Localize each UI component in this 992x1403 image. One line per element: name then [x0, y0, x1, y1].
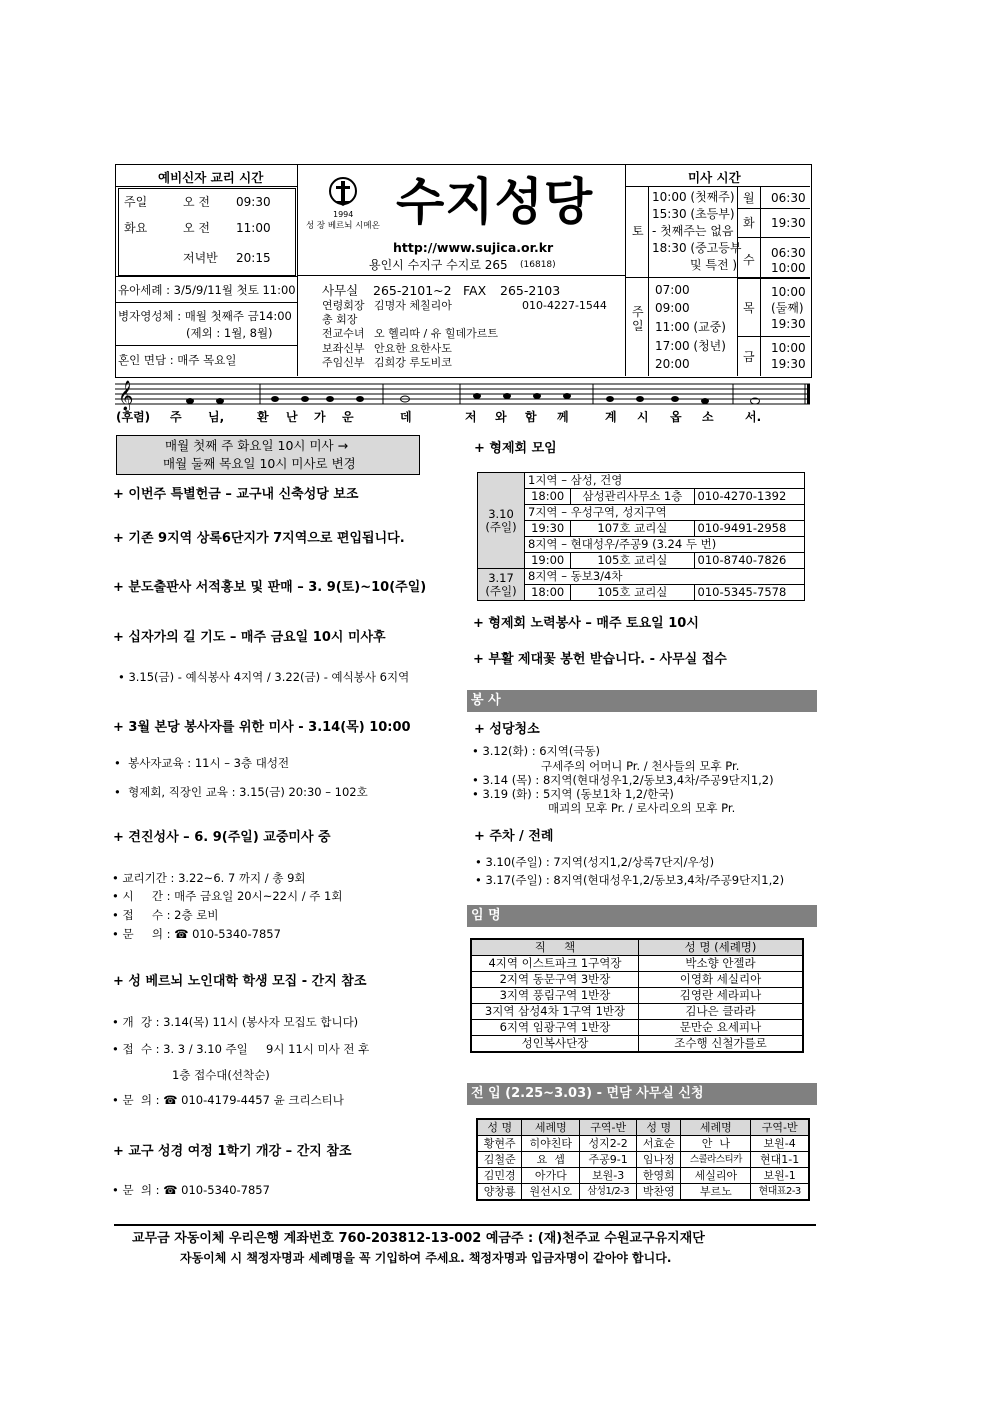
- notice-line: 매월 둘째 목요일 10시 미사로 변경: [163, 456, 356, 471]
- detail-text: 접 수 : 3. 3 / 3.10 주일 9시 11시 미사 전 후: [122, 1042, 370, 1056]
- cleaning-title: + 성당청소: [474, 722, 540, 737]
- transfer-table: [476, 1118, 810, 1201]
- transfer-cell: 삼성1/2-3: [580, 1184, 637, 1201]
- catechism-day: 주일: [124, 195, 148, 209]
- brothers-place: 삼성관리사무소 1층: [571, 489, 694, 505]
- transfer-header: 세례명: [522, 1119, 580, 1136]
- notice-heading: + 견진성사 – 6. 9(주일) 교중미사 중: [113, 830, 331, 845]
- catechism-time: 09:30: [236, 195, 271, 209]
- weekday-time: 19:30: [771, 317, 806, 331]
- sun-time: 20:00: [655, 357, 690, 371]
- notice-detail: • 개 강 : 3.14(목) 11시 (봉사자 모집도 합니다): [112, 1015, 359, 1029]
- office-label: 사무실: [322, 283, 359, 298]
- parish-url: http://www.sujica.or.kr: [393, 240, 554, 255]
- brothers-tel: 010-4270-1392: [694, 489, 805, 505]
- logo-caption: 성 장 베르뇌 시메온: [306, 221, 380, 231]
- parking-line: • 3.10(주일) : 7지역(성지1,2/상록7단지/우성): [475, 855, 715, 869]
- transfer-cell: 원선시오: [522, 1184, 580, 1201]
- baptism-info: 유아세례 : 3/5/9/11월 첫토 11:00: [118, 283, 296, 297]
- parish-address: 용인시 수지구 수지로 265: [369, 258, 508, 272]
- notice-detail: 1층 접수대(선착순): [172, 1068, 270, 1082]
- music-staff: [115, 380, 812, 410]
- catechism-time: 11:00: [236, 221, 271, 235]
- brothers-table: [477, 472, 805, 601]
- brothers-place: 105호 교리실: [571, 585, 694, 601]
- detail-text: 형제회, 직장인 교육 : 3.15(금) 20:30 – 102호: [128, 785, 368, 799]
- lyric: 님,: [208, 410, 225, 424]
- appointment-role: 3지역 삼성4차 1구역 1반장: [471, 1004, 639, 1020]
- appointment-name: 김나은 클라라: [639, 1004, 804, 1020]
- office-tel: 265-2101~2: [373, 283, 452, 298]
- notice-detail: • 접 수 : 3. 3 / 3.10 주일 9시 11시 미사 전 후: [112, 1042, 370, 1056]
- footer-divider: [114, 1224, 816, 1226]
- catechism-day: 화요: [124, 221, 148, 235]
- notice-heading: + 교구 성경 여정 1학기 개강 – 간지 참조: [113, 1144, 352, 1159]
- lyric: 환: [257, 410, 269, 424]
- brothers-time: 19:00: [525, 553, 571, 569]
- notice-heading: + 이번주 특별헌금 – 교구내 신축성당 보조: [113, 487, 359, 502]
- appointment-header: 직 책: [471, 939, 639, 956]
- notice-detail: • 문 의 : ☎ 010-5340-7857: [112, 1183, 270, 1197]
- lyric: 께: [557, 410, 569, 424]
- appointment-role: 2지역 동문구역 3반장: [471, 972, 639, 988]
- marriage-info: 혼인 면담 : 매주 목요일: [118, 353, 237, 367]
- catechism-title: 예비신자 교리 시간: [158, 170, 264, 185]
- weekday-time: 10:00: [771, 341, 806, 355]
- section-appointment: 임 명: [467, 905, 817, 927]
- table-row: [477, 1152, 809, 1168]
- weekday-label: 목: [743, 301, 755, 315]
- lyric: 주: [170, 410, 182, 424]
- fax-label: FAX: [463, 283, 487, 298]
- brothers-region: 8지역 – 동보3/4차: [525, 569, 805, 585]
- brothers-time: 19:30: [525, 521, 571, 537]
- detail-text: 시 간 : 매주 금요일 20시~22시 / 주 1회: [122, 889, 343, 903]
- transfer-cell: 임나정: [637, 1152, 681, 1168]
- lyric: 저: [465, 410, 477, 424]
- logo-year: 1994: [333, 210, 354, 219]
- transfer-header: 세례명: [681, 1119, 751, 1136]
- appointment-name: 박소향 안젤라: [639, 956, 804, 972]
- weekday-time: (둘째): [771, 301, 804, 315]
- notice-detail: • 접 수 : 2층 로비: [112, 908, 219, 922]
- weekday-time: 19:30: [771, 216, 806, 230]
- weekday-time: 10:00: [771, 261, 806, 275]
- transfer-cell: 박찬영: [637, 1184, 681, 1201]
- transfer-cell: 성지2-2: [580, 1136, 637, 1152]
- lyric: 가: [314, 410, 326, 424]
- appointment-name: 이영화 세실리아: [639, 972, 804, 988]
- transfer-header: 성 명: [637, 1119, 681, 1136]
- fax-number: 265-2103: [500, 283, 561, 298]
- appointment-name: 김영란 세라피나: [639, 988, 804, 1004]
- notice-line: 매월 첫째 주 화요일 10시 미사 →: [165, 438, 349, 453]
- appointment-role: 3지역 풍림구역 1반장: [471, 988, 639, 1004]
- section-service: 봉 사: [467, 690, 817, 712]
- detail-text: 개 강 : 3.14(목) 11시 (봉사자 모집도 합니다): [122, 1015, 359, 1029]
- parish-title: 수지성당: [396, 173, 594, 231]
- anointing-info: 병자영성체 : 매월 첫째주 금14:00: [118, 309, 292, 323]
- table-row: [477, 1136, 809, 1152]
- lyric: 와: [495, 410, 507, 424]
- notice-detail: • 교리기간 : 3.22~6. 7 까지 / 총 9회: [112, 871, 306, 885]
- notice-detail: • 봉사자교육 : 11시 – 3층 대성전: [114, 756, 290, 770]
- transfer-cell: 김민경: [477, 1168, 522, 1184]
- sun-time: 17:00 (청년): [655, 339, 726, 353]
- lyric: 난: [286, 410, 298, 424]
- brothers-region: 1지역 – 삼성, 건영: [525, 473, 805, 489]
- brothers-tel: 010-5345-7578: [694, 585, 805, 601]
- sun-time: 09:00: [655, 301, 690, 315]
- staff-name: 김희강 루도비코: [374, 356, 452, 369]
- transfer-header: 구역-반: [580, 1119, 637, 1136]
- transfer-cell: 보원-3: [580, 1168, 637, 1184]
- sun-time: 07:00: [655, 283, 690, 297]
- brothers-title: + 형제회 모임: [474, 441, 557, 456]
- staff-role: 연령회장: [322, 299, 365, 312]
- catechism-time: 20:15: [236, 251, 271, 265]
- transfer-cell: 황현주: [477, 1136, 522, 1152]
- detail-text: 접 수 : 2층 로비: [122, 908, 219, 922]
- transfer-header: 성 명: [477, 1119, 522, 1136]
- staff-role: 전교수녀: [322, 327, 365, 340]
- transfer-cell: 부르노: [681, 1184, 751, 1201]
- weekday-label: 수: [743, 253, 755, 267]
- detail-text: 문 의 : ☎ 010-4179-4457 윤 크리스티나: [122, 1093, 344, 1107]
- sat-time: 15:30 (초등부): [652, 207, 735, 221]
- weekday-label: 금: [743, 350, 755, 364]
- lyric: 계: [605, 410, 617, 424]
- brothers-place: 107호 교리실: [571, 521, 694, 537]
- staff-name: 오 헬리따 / 유 힐데가르트: [374, 327, 498, 340]
- sun-time: 11:00 (교중): [655, 320, 726, 334]
- brothers-place: 105호 교리실: [571, 553, 694, 569]
- appointment-name: 조수행 신철가를로: [639, 1036, 804, 1053]
- lyric: 옵: [670, 410, 682, 424]
- brothers-region: 7지역 – 우성구역, 성지구역: [525, 505, 805, 521]
- brothers-tel: 010-9491-2958: [694, 521, 805, 537]
- sun-label: 주일: [632, 305, 644, 334]
- transfer-header: 구역-반: [751, 1119, 809, 1136]
- brothers-date: 3.10 (주일): [478, 473, 525, 569]
- transfer-cell: 현대1-1: [751, 1152, 809, 1168]
- weekday-label: 월: [743, 191, 755, 205]
- section-transfer: 전 입 (2.25~3.03) - 면담 사무실 신청: [467, 1083, 817, 1105]
- notice-heading: + 십자가의 길 기도 – 매주 금요일 10시 미사후: [113, 630, 386, 645]
- brothers-date: 3.17 (주일): [478, 569, 525, 601]
- lyric: 함: [525, 410, 537, 424]
- transfer-cell: 한영희: [637, 1168, 681, 1184]
- labor-notice: + 형제회 노력봉사 – 매주 토요일 10시: [473, 616, 699, 631]
- transfer-cell: 서효순: [637, 1136, 681, 1152]
- notice-detail: • 문 의 : ☎ 010-4179-4457 윤 크리스티나: [112, 1093, 344, 1107]
- detail-text: 문 의 : ☎ 010-5340-7857: [122, 1183, 270, 1197]
- appointment-header: 성 명 (세례명): [639, 939, 804, 956]
- staff-role: 주임신부: [322, 356, 365, 369]
- mass-title: 미사 시간: [688, 170, 741, 185]
- sat-label: 토: [632, 224, 644, 238]
- lyric: (후렴): [116, 410, 151, 424]
- transfer-cell: 히야친타: [522, 1136, 580, 1152]
- staff-role: 총 회장: [322, 313, 358, 326]
- notice-heading: + 성 베르뇌 노인대학 학생 모집 - 간지 참조: [113, 974, 367, 989]
- lyric: 소: [702, 410, 714, 424]
- transfer-cell: 안 나: [681, 1136, 751, 1152]
- lyric: 데: [400, 410, 412, 424]
- cleaning-line: • 3.12(화) : 6지역(극동): [472, 744, 601, 758]
- catechism-ampm: 오 전: [183, 221, 210, 235]
- transfer-cell: 양창룡: [477, 1184, 522, 1201]
- transfer-cell: 주공9-1: [580, 1152, 637, 1168]
- transfer-cell: 아가다: [522, 1168, 580, 1184]
- cleaning-line: • 3.14 (목) : 8지역(현대성우1,2/동보3,4차/주공9단지1,2): [472, 773, 774, 787]
- appointment-name: 문만순 요세피나: [639, 1020, 804, 1036]
- transfer-cell: 보원-1: [751, 1168, 809, 1184]
- lyric: 시: [637, 410, 649, 424]
- sat-time: 및 특전 ): [690, 258, 738, 272]
- sat-time: 10:00 (첫째주): [652, 190, 735, 204]
- detail-text: 3.15(금) - 예식봉사 4지역 / 3.22(금) - 예식봉사 6지역: [128, 670, 410, 684]
- notice-box: [116, 435, 420, 475]
- notice-heading: + 기존 9지역 상록6단지가 7지역으로 편입됩니다.: [113, 531, 405, 546]
- catechism-ampm: 저녁반: [183, 251, 218, 265]
- brothers-time: 18:00: [525, 489, 571, 505]
- appointment-role: 성인복사단장: [471, 1036, 639, 1053]
- lyric: 서.: [745, 410, 762, 424]
- lyric: 운: [342, 410, 354, 424]
- notice-heading: + 분도출판사 서적홍보 및 판매 – 3. 9(토)~10(주일): [113, 580, 427, 595]
- table-row: [477, 1184, 809, 1201]
- notice-heading: + 3월 본당 봉사자를 위한 미사 - 3.14(목) 10:00: [113, 720, 411, 735]
- notice-detail: • 시 간 : 매주 금요일 20시~22시 / 주 1회: [112, 889, 343, 903]
- brothers-region: 8지역 – 현대성우/주공9 (3.24 두 번): [525, 537, 805, 553]
- parking-line: • 3.17(주일) : 8지역(현대성우1,2/동보3,4차/주공9단지1,2): [475, 873, 785, 887]
- detail-text: 봉사자교육 : 11시 – 3층 대성전: [128, 756, 290, 770]
- detail-text: 문 의 : ☎ 010-5340-7857: [122, 927, 281, 941]
- appointment-role: 6지역 임광구역 1반장: [471, 1020, 639, 1036]
- transfer-cell: 현대표2-3: [751, 1184, 809, 1201]
- staff-name: 김명자 체칠리아: [374, 299, 452, 312]
- staff-role: 보좌신부: [322, 342, 365, 355]
- anointing-note: (제외 : 1월, 8월): [186, 326, 273, 340]
- notice-detail: • 형제회, 직장인 교육 : 3.15(금) 20:30 – 102호: [114, 785, 368, 799]
- sat-time: - 첫째주는 없음: [652, 224, 734, 238]
- notice-detail: • 3.15(금) - 예식봉사 4지역 / 3.22(금) - 예식봉사 6지역: [118, 670, 410, 684]
- weekday-time: 06:30: [771, 191, 806, 205]
- staff-tel: 010-4227-1544: [522, 299, 607, 312]
- transfer-cell: 김철준: [477, 1152, 522, 1168]
- staff-name: 안요한 요한사도: [374, 342, 452, 355]
- brothers-tel: 010-8740-7826: [694, 553, 805, 569]
- parish-logo: [328, 173, 358, 209]
- notice-detail: • 문 의 : ☎ 010-5340-7857: [112, 927, 281, 941]
- footer-account: 교무금 자동이체 우리은행 계좌번호 760-203812-13-002 예금주 : (재)천주교 수원교구유지재단: [132, 1231, 705, 1246]
- catechism-ampm: 오 전: [183, 195, 210, 209]
- appointment-table: [470, 938, 804, 1053]
- transfer-cell: 세실리아: [681, 1168, 751, 1184]
- cleaning-line: • 3.19 (화) : 5지역 (동보1차 1,2/한국): [472, 787, 674, 801]
- weekday-time: 10:00: [771, 285, 806, 299]
- weekday-time: 06:30: [771, 246, 806, 260]
- transfer-cell: 보원-4: [751, 1136, 809, 1152]
- weekday-label: 화: [743, 216, 755, 230]
- transfer-cell: 요 셉: [522, 1152, 580, 1168]
- cleaning-line: 구세주의 어머니 Pr. / 천사들의 모후 Pr.: [541, 759, 740, 773]
- svg-text:𝄞: 𝄞: [118, 381, 134, 410]
- footer-note: 자동이체 시 책정자명과 세례명을 꼭 기입하여 주세요. 책정자명과 입금자명이 같아야 합니다.: [180, 1251, 672, 1265]
- cleaning-line: 매괴의 모후 Pr. / 로사리오의 모후 Pr.: [548, 801, 736, 815]
- appointment-role: 4지역 이스트파크 1구역장: [471, 956, 639, 972]
- weekday-time: 19:30: [771, 357, 806, 371]
- table-row: [477, 1168, 809, 1184]
- sat-time: 18:30 (중고등부: [652, 241, 742, 255]
- parish-postcode: (16818): [520, 260, 556, 270]
- detail-text: 교리기간 : 3.22~6. 7 까지 / 총 9회: [122, 871, 306, 885]
- parking-title: + 주차 / 전례: [474, 829, 554, 844]
- palm-notice: + 부활 제대꽃 봉헌 받습니다. - 사무실 접수: [473, 652, 727, 667]
- brothers-time: 18:00: [525, 585, 571, 601]
- transfer-cell: 스콜라스티카: [681, 1152, 751, 1168]
